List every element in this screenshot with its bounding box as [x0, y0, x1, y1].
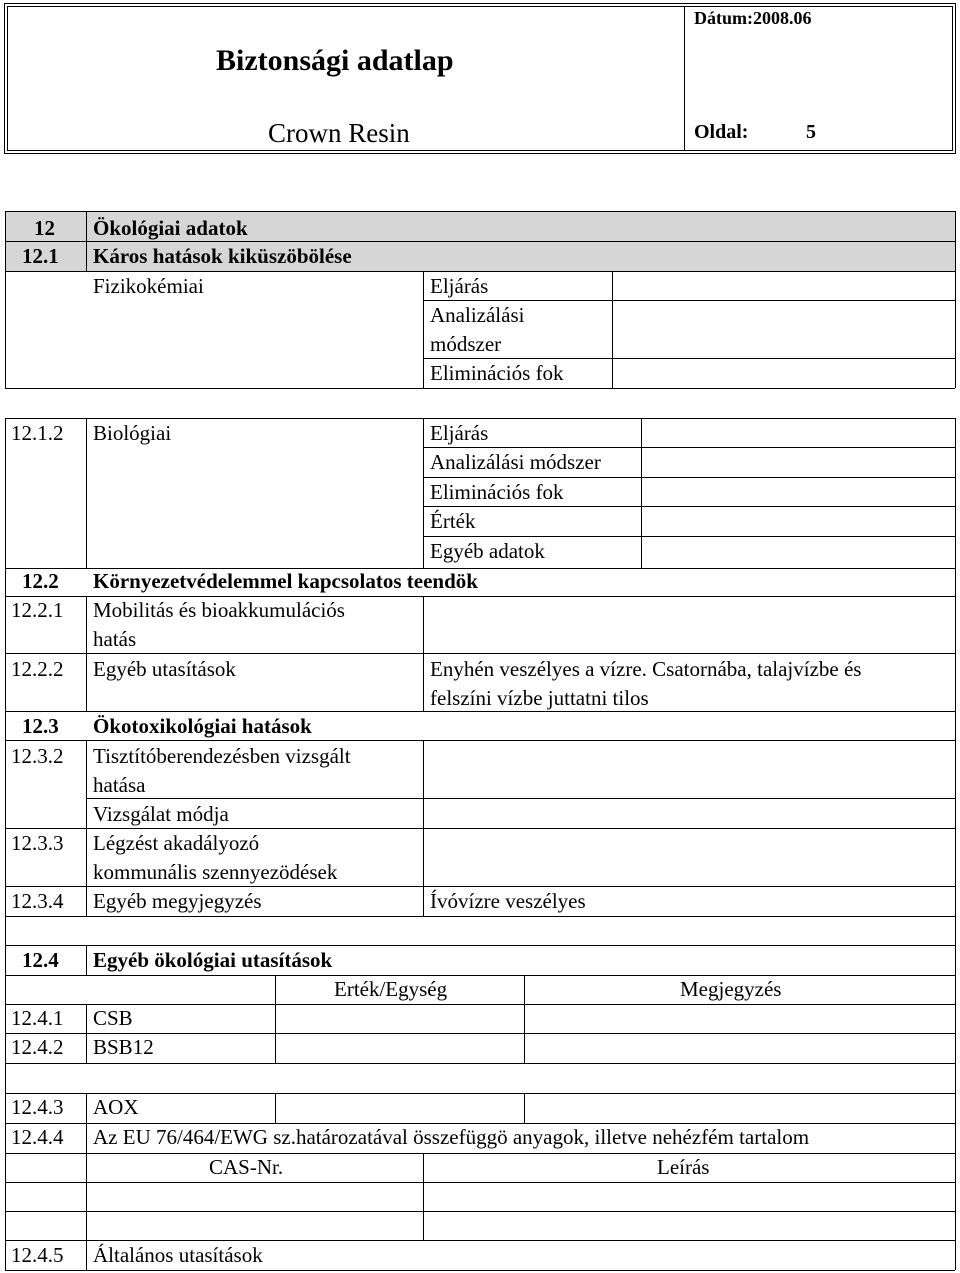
rule [955, 418, 956, 1258]
rule [5, 711, 955, 712]
rule [5, 1123, 955, 1124]
rule [955, 211, 956, 388]
rule [86, 1093, 87, 1123]
section-number: 12.3.3 [11, 831, 64, 855]
field-label: kommunális szennyezödések [93, 860, 338, 884]
page-label: Oldal: [694, 121, 749, 143]
rule [5, 886, 955, 887]
rule [423, 271, 424, 388]
column-header: CAS-Nr. [209, 1155, 284, 1179]
rule [955, 1240, 956, 1270]
field-label: Vizsgálat módja [93, 802, 229, 826]
section-number: 12.4.2 [11, 1035, 64, 1059]
rule [5, 388, 955, 389]
rule [423, 447, 955, 448]
field-label: Tisztítóberendezésben vizsgált [93, 744, 351, 768]
field-value: Ívóvízre veszélyes [430, 889, 586, 913]
section-number: 12.1.2 [11, 421, 64, 445]
section-number: 12.4.3 [11, 1095, 64, 1119]
rule [423, 536, 955, 537]
field-label: hatás [93, 627, 137, 651]
rule [423, 418, 424, 568]
header-divider [684, 6, 685, 151]
field-label: AOX [93, 1095, 139, 1119]
rule [5, 1033, 955, 1034]
section-number: 12.4.4 [11, 1125, 64, 1149]
rule [275, 975, 276, 1063]
section-number: 12.4 [22, 948, 59, 972]
field-label: Analizálási módszer [430, 450, 601, 474]
section-number: 12 [34, 216, 55, 240]
rule [86, 1123, 87, 1153]
field-value: felszíni vízbe juttatni tilos [430, 686, 649, 710]
column-header: Megjegyzés [680, 977, 782, 1001]
document-title: Biztonsági adatlap [216, 44, 454, 77]
section-title: Környezetvédelemmel kapcsolatos teendök [93, 569, 478, 593]
field-label: BSB12 [93, 1035, 154, 1059]
rule [641, 418, 642, 568]
rule [86, 418, 87, 568]
page-number: 5 [806, 121, 816, 143]
rule [5, 596, 955, 597]
rule [5, 653, 955, 654]
field-label: Egyéb megyjegyzés [93, 889, 262, 913]
section-number: 12.1 [22, 244, 59, 268]
rule [5, 1240, 955, 1241]
rule [423, 477, 955, 478]
field-label: Érték [430, 509, 476, 533]
rule [5, 1063, 955, 1064]
section-title: Ökotoxikológiai hatások [93, 714, 312, 738]
rule [524, 975, 525, 1063]
field-label: CSB [93, 1006, 133, 1030]
rule [86, 798, 955, 799]
field-label: Eljárás [430, 421, 489, 445]
field-label: hatása [93, 773, 146, 797]
field-label: Eliminációs fok [430, 480, 564, 504]
field-label: Analizálási [430, 303, 525, 327]
rule [5, 1093, 955, 1094]
rule [86, 211, 87, 271]
field-label: Mobilitás és bioakkumulációs [93, 598, 345, 622]
rule [5, 1153, 955, 1154]
field-label: Légzést akadályozó [93, 831, 260, 855]
rule [5, 271, 955, 272]
section-title: Káros hatások kiküszöbölése [93, 244, 352, 268]
field-label: Fizikokémiai [93, 274, 204, 298]
rule [275, 1093, 276, 1123]
field-label: Eljárás [430, 274, 489, 298]
rule [5, 418, 955, 419]
rule [86, 945, 87, 975]
section-number: 12.3.4 [11, 889, 64, 913]
field-label: Egyéb utasítások [93, 657, 236, 681]
rule [423, 506, 955, 507]
field-label: Általános utasítások [93, 1243, 263, 1267]
rule [5, 916, 955, 917]
rule [5, 241, 955, 242]
rule [423, 358, 955, 359]
section-number: 12.3 [22, 714, 59, 738]
section-number: 12.4.5 [11, 1243, 64, 1267]
rule [524, 1093, 525, 1123]
section-number: 12.2.1 [11, 598, 64, 622]
rule [5, 975, 955, 976]
rule [612, 271, 613, 388]
rule [5, 828, 955, 829]
column-header: Erték/Egység [334, 977, 448, 1001]
field-label: Egyéb adatok [430, 539, 545, 563]
section-number: 12.4.1 [11, 1006, 64, 1030]
rule [5, 1182, 955, 1183]
rule [5, 1211, 955, 1212]
rule [5, 418, 6, 1258]
rule [86, 1153, 87, 1240]
rule [5, 211, 955, 212]
field-label: Biológiai [93, 421, 172, 445]
section-number: 12.3.2 [11, 744, 64, 768]
rule [5, 1270, 955, 1271]
rule [5, 740, 955, 741]
section-title: Ökológiai adatok [93, 216, 248, 240]
date-label: Dátum:2008.06 [694, 8, 812, 28]
field-label: Az EU 76/464/EWG sz.határozatával összefüggö anyagok, illetve nehézfém tartalom [93, 1125, 810, 1149]
field-label: Eliminációs fok [430, 361, 564, 385]
section-title: Egyéb ökológiai utasítások [93, 948, 333, 972]
rule [86, 1240, 87, 1270]
rule [5, 945, 955, 946]
rule [5, 211, 6, 388]
column-header: Leírás [657, 1155, 710, 1179]
field-label: módszer [430, 332, 502, 356]
rule [5, 1004, 955, 1005]
rule [423, 300, 955, 301]
section-number: 12.2.2 [11, 657, 64, 681]
product-name: Crown Resin [268, 118, 410, 148]
field-value: Enyhén veszélyes a vízre. Csatornába, talajvízbe és [430, 657, 862, 681]
section-number: 12.2 [22, 569, 59, 593]
rule [5, 1240, 6, 1270]
rule [423, 1153, 424, 1240]
